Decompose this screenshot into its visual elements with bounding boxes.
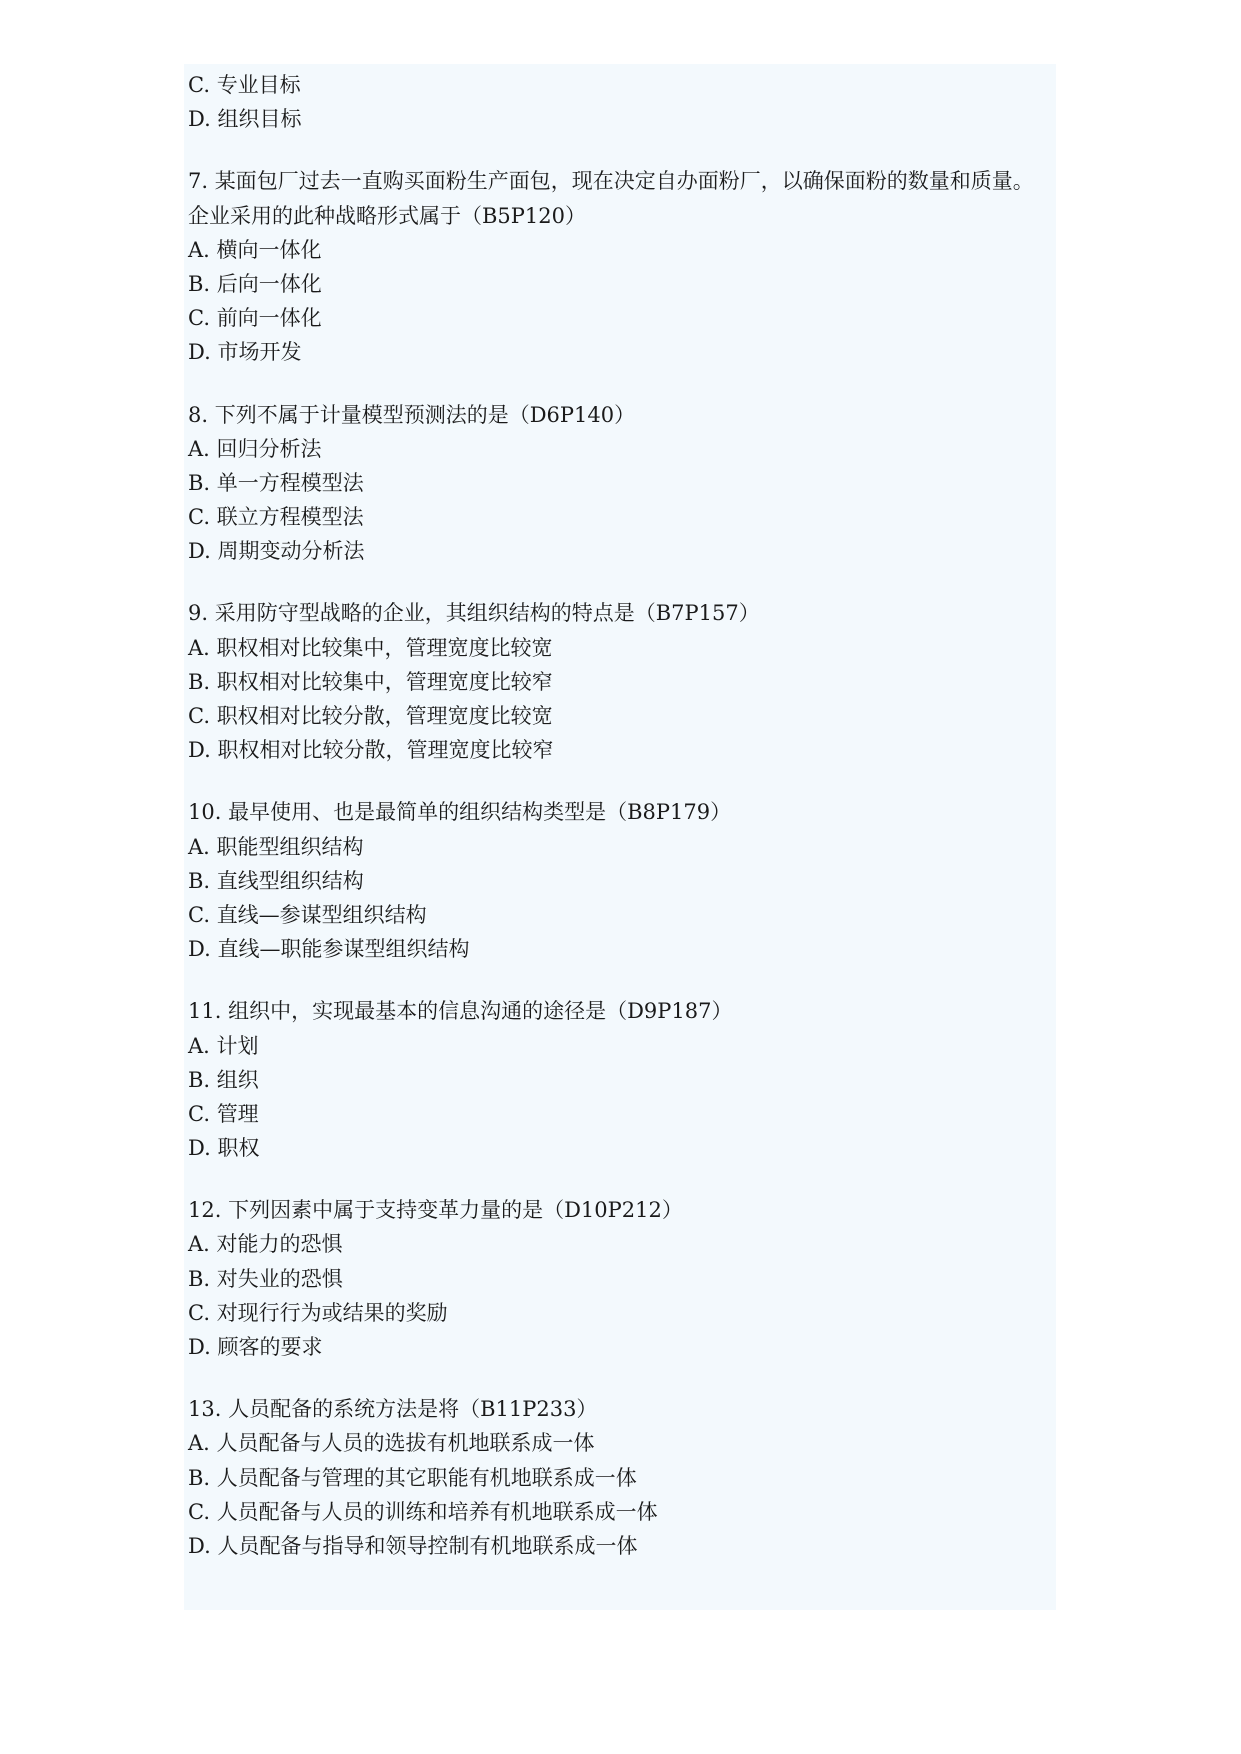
option-text: 管理: [216, 1101, 259, 1126]
option-label: A.: [188, 1033, 210, 1058]
option-label: D.: [188, 1533, 211, 1558]
question-stem: 9. 采用防守型战略的企业，其组织结构的特点是（B7P157）: [188, 601, 760, 626]
option-label: D.: [188, 340, 211, 365]
option-text: 直线型组织结构: [216, 868, 364, 893]
option-label: A.: [188, 1232, 210, 1257]
option-text: 职权相对比较分散，管理宽度比较宽: [216, 704, 553, 728]
option-text: 联立方程模型法: [216, 505, 364, 530]
option-line: [188, 631, 1068, 665]
question-block: [188, 398, 1068, 569]
question-stem: 企业采用的此种战略形式属于（B5P120）: [188, 203, 587, 228]
option-line: [188, 1495, 1068, 1529]
option-line: [188, 267, 1068, 301]
option-text: 顾客的要求: [217, 1335, 323, 1359]
option-line: [188, 830, 1068, 864]
option-text: 前向一体化: [216, 306, 322, 331]
option-text: 组织: [216, 1067, 259, 1092]
question-spacer: [188, 966, 1068, 994]
option-text: 职权相对比较分散，管理宽度比较窄: [217, 738, 554, 763]
option-line: [188, 1296, 1068, 1330]
option-text: 职能型组织结构: [216, 834, 364, 859]
option-text: 对失业的恐惧: [216, 1266, 343, 1291]
option-label: B.: [188, 868, 211, 893]
option-line: [188, 1426, 1068, 1460]
option-label: C.: [188, 306, 210, 331]
question-stem: 8. 下列不属于计量模型预测法的是（D6P140）: [188, 402, 636, 427]
option-label: C.: [188, 704, 210, 728]
option-line: [188, 1029, 1068, 1063]
option-label: D.: [188, 1136, 211, 1161]
option-label: D.: [188, 1335, 211, 1359]
option-label: C.: [188, 1300, 210, 1325]
question-spacer: [188, 370, 1068, 398]
option-label: C.: [188, 505, 210, 530]
option-label: D.: [188, 937, 211, 962]
option-line: [188, 898, 1068, 932]
question-stem: 11. 组织中，实现最基本的信息沟通的途径是（D9P187）: [188, 999, 733, 1024]
question-block: [188, 795, 1068, 966]
option-text: 职权相对比较集中，管理宽度比较窄: [216, 669, 553, 694]
option-label: A.: [188, 635, 210, 660]
question-block: [188, 1193, 1068, 1364]
option-line: [188, 432, 1068, 466]
option-text: 计划: [216, 1033, 259, 1058]
question-spacer: [188, 568, 1068, 596]
option-line: [188, 466, 1068, 500]
option-text: 职权相对比较集中，管理宽度比较宽: [216, 635, 553, 660]
option-line: [188, 733, 1068, 767]
question-block: [188, 994, 1068, 1165]
question-stem: 13. 人员配备的系统方法是将（B11P233）: [188, 1397, 598, 1422]
option-line: [188, 932, 1068, 966]
question-spacer: [188, 136, 1068, 164]
question-stem: 10. 最早使用、也是最简单的组织结构类型是（B8P179）: [188, 800, 732, 825]
option-label: A.: [188, 237, 210, 262]
option-text: 单一方程模型法: [216, 470, 364, 495]
option-label: A.: [188, 834, 210, 859]
question-spacer: [188, 767, 1068, 795]
option-label: B.: [188, 669, 211, 694]
option-line: [188, 1097, 1068, 1131]
option-line: [188, 864, 1068, 898]
option-line: [188, 1063, 1068, 1097]
option-text: 人员配备与人员的训练和培养有机地联系成一体: [216, 1499, 658, 1524]
option-label: B.: [188, 470, 211, 495]
option-line: [188, 301, 1068, 335]
option-label: D.: [188, 539, 211, 564]
option-line: [188, 233, 1068, 267]
option-line: [188, 534, 1068, 568]
option-label: B.: [188, 271, 211, 296]
option-text: 对现行行为或结果的奖励: [216, 1300, 448, 1325]
option-label: A.: [188, 1431, 210, 1456]
option-line: [188, 1330, 1068, 1364]
option-label: B.: [188, 1067, 211, 1092]
option-text: 职权: [217, 1136, 260, 1161]
question-block: [188, 1392, 1068, 1563]
option-line: [188, 1461, 1068, 1495]
option-line: [188, 1131, 1068, 1165]
question-spacer: [188, 1165, 1068, 1193]
option-line: [188, 699, 1068, 733]
option-line: [188, 500, 1068, 534]
option-label: C.: [188, 1101, 210, 1126]
option-line: [188, 335, 1068, 369]
option-text: 周期变动分析法: [217, 539, 365, 564]
question-list: [188, 68, 1068, 1563]
option-text: 直线—参谋型组织结构: [216, 902, 427, 927]
question-stem: 12. 下列因素中属于支持变革力量的是（D10P212）: [188, 1198, 683, 1223]
option-line: [188, 1227, 1068, 1261]
option-text: 人员配备与人员的选拔有机地联系成一体: [216, 1431, 595, 1456]
option-text: 市场开发: [217, 340, 302, 365]
option-text: 人员配备与管理的其它职能有机地联系成一体: [216, 1465, 637, 1490]
question-block: [188, 596, 1068, 767]
option-label: A.: [188, 436, 210, 461]
question-spacer: [188, 1364, 1068, 1392]
option-line: C. 专业目标: [188, 73, 301, 97]
question-stem: 7. 某面包厂过去一直购买面粉生产面包，现在决定自办面粉厂，以确保面粉的数量和质量。: [188, 169, 1034, 194]
option-text: 横向一体化: [216, 237, 322, 262]
option-label: B.: [188, 1266, 211, 1291]
option-text: 直线—职能参谋型组织结构: [217, 937, 470, 962]
option-text: 人员配备与指导和领导控制有机地联系成一体: [217, 1533, 638, 1558]
option-label: C.: [188, 902, 210, 927]
option-text: 对能力的恐惧: [216, 1232, 343, 1257]
option-label: D.: [188, 738, 211, 763]
option-text: 回归分析法: [216, 436, 322, 461]
option-line: D. 组织目标: [188, 107, 302, 132]
option-line: [188, 1262, 1068, 1296]
option-label: B.: [188, 1465, 211, 1490]
question-block: [188, 164, 1068, 369]
option-line: [188, 665, 1068, 699]
option-label: C.: [188, 1499, 210, 1524]
option-line: [188, 1529, 1068, 1563]
option-text: 后向一体化: [216, 271, 322, 296]
